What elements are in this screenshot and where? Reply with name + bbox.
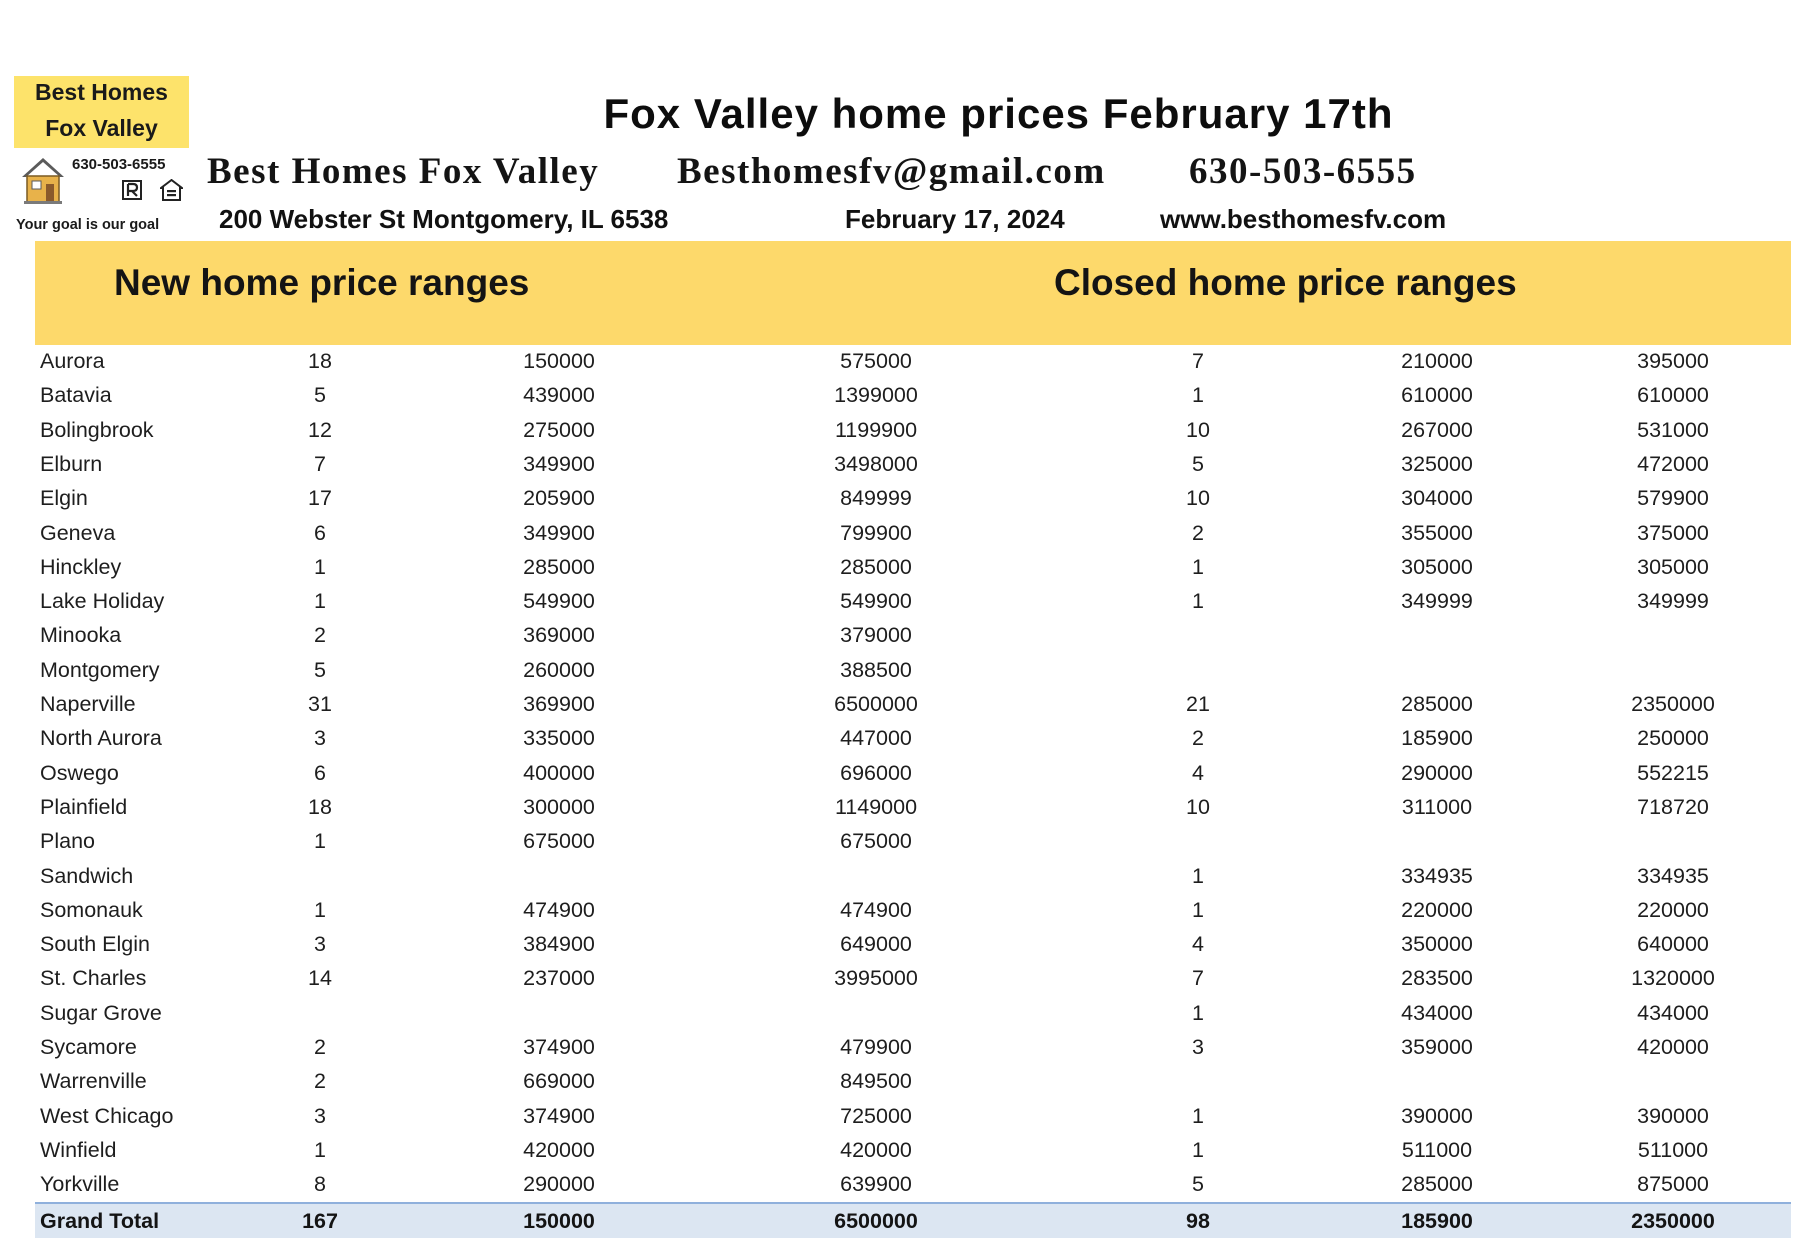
table-row [0,413,1800,447]
grand-total-closed-max-price-cell: 2350000 [1631,1209,1715,1233]
contact-email: Besthomesfv@gmail.com [677,151,1106,192]
new-min-price-cell: 349900 [523,451,595,476]
table-row [0,961,1800,995]
new-max-price-cell: 388500 [840,657,912,682]
closed-count-cell: 1 [1192,1103,1204,1128]
closed-min-price-cell: 305000 [1401,554,1473,579]
closed-count-cell: 1 [1192,1000,1204,1025]
new-listing-count-cell: 18 [308,794,332,819]
table-row [0,1064,1800,1098]
closed-max-price-cell: 579900 [1637,486,1709,511]
closed-max-price-cell: 220000 [1637,897,1709,922]
city-cell: Somonauk [40,897,143,922]
new-max-price-cell: 1399000 [834,383,918,408]
closed-count-cell: 1 [1192,1137,1204,1162]
new-max-price-cell: 379000 [840,623,912,648]
new-min-price-cell: 275000 [523,417,595,442]
new-max-price-cell: 639900 [840,1172,912,1197]
city-cell: Lake Holiday [40,589,165,614]
logo-line-2: Fox Valley [45,115,158,141]
new-min-price-cell: 290000 [523,1172,595,1197]
city-cell: Minooka [40,623,122,648]
grand-total-closed-min-price-cell: 185900 [1401,1209,1473,1233]
new-max-price-cell: 6500000 [834,692,918,716]
new-max-price-cell: 575000 [840,349,912,373]
city-cell: Sugar Grove [40,1000,162,1025]
new-listing-count-cell: 8 [314,1172,326,1197]
new-min-price-cell: 285000 [523,554,595,579]
closed-count-cell: 7 [1192,349,1204,373]
new-max-price-cell: 285000 [840,554,912,579]
grand-total-closed-count-cell: 98 [1186,1209,1210,1233]
new-listing-count-cell: 3 [314,1103,326,1128]
closed-max-price-cell: 250000 [1637,726,1709,751]
table-row [0,447,1800,481]
company-name: Best Homes Fox Valley [207,151,600,192]
new-max-price-cell: 479900 [840,1035,912,1059]
closed-count-cell: 2 [1192,520,1204,545]
table-row [0,927,1800,961]
new-min-price-cell: 474900 [523,897,595,922]
closed-count-cell: 10 [1186,794,1210,819]
logo-tagline: Your goal is our goal [16,217,160,233]
closed-min-price-cell: 355000 [1401,520,1473,545]
closed-min-price-cell: 311000 [1401,794,1473,819]
new-max-price-cell: 549900 [840,589,912,614]
grand-total-new-max-price-cell: 6500000 [834,1209,918,1233]
closed-count-cell: 3 [1192,1035,1204,1059]
closed-min-price-cell: 285000 [1401,1172,1473,1197]
closed-max-price-cell: 472000 [1637,451,1709,476]
table-row [0,618,1800,652]
new-max-price-cell: 474900 [840,897,912,922]
new-max-price-cell: 3498000 [834,451,918,476]
city-cell: Sandwich [40,863,134,888]
table-row [0,1030,1800,1064]
new-listing-count-cell: 1 [314,589,326,614]
closed-max-price-cell: 334935 [1637,863,1709,888]
new-listing-count-cell: 2 [314,1069,326,1094]
grand-total-row [35,1202,1791,1238]
closed-min-price-cell: 220000 [1401,897,1473,922]
closed-count-cell: 1 [1192,589,1204,614]
office-address: 200 Webster St Montgomery, IL 6538 [219,204,669,234]
closed-min-price-cell: 349999 [1401,589,1473,614]
closed-count-cell: 1 [1192,383,1204,408]
closed-count-cell: 1 [1192,863,1204,888]
closed-count-cell: 21 [1186,692,1210,716]
closed-min-price-cell: 359000 [1401,1035,1473,1059]
table-row [0,1099,1800,1133]
new-max-price-cell: 725000 [840,1103,912,1128]
table-row [0,481,1800,515]
city-cell: Oswego [40,760,119,785]
new-max-price-cell: 649000 [840,932,912,957]
new-listing-count-cell: 31 [308,692,332,716]
contact-phone: 630-503-6555 [1189,151,1417,192]
new-min-price-cell: 349900 [523,520,595,545]
table-row [0,996,1800,1030]
new-min-price-cell: 439000 [523,383,595,408]
table-row [0,550,1800,584]
closed-count-cell: 4 [1192,932,1204,957]
logo-phone-number: 630-503-6555 [72,156,166,173]
city-cell: Montgomery [40,657,160,682]
new-listing-count-cell: 1 [314,829,326,854]
new-min-price-cell: 335000 [523,726,595,751]
closed-max-price-cell: 375000 [1637,520,1709,545]
closed-min-price-cell: 350000 [1401,932,1473,957]
new-min-price-cell: 260000 [523,657,595,682]
city-cell: Yorkville [40,1172,120,1197]
closed-count-cell: 10 [1186,486,1210,511]
new-min-price-cell: 374900 [523,1103,595,1128]
closed-max-price-cell: 2350000 [1631,692,1715,716]
new-listing-count-cell: 1 [314,1137,326,1162]
new-listing-count-cell: 5 [314,657,326,682]
closed-min-price-cell: 285000 [1401,692,1473,716]
new-min-price-cell: 669000 [523,1069,595,1094]
new-listing-count-cell: 3 [314,726,326,751]
table-row [0,344,1800,378]
new-max-price-cell: 849999 [840,486,912,511]
city-cell: Plainfield [40,794,128,819]
new-max-price-cell: 1199900 [834,417,918,442]
report-date: February 17, 2024 [845,204,1065,234]
table-row [0,721,1800,755]
new-max-price-cell: 420000 [840,1137,912,1162]
closed-min-price-cell: 185900 [1401,726,1473,751]
new-max-price-cell: 696000 [840,760,912,785]
new-listing-count-cell: 14 [308,966,332,991]
new-min-price-cell: 420000 [523,1137,595,1162]
table-row [0,756,1800,790]
table-row [0,1133,1800,1167]
table-row [0,790,1800,824]
city-cell: North Aurora [40,726,162,751]
new-max-price-cell: 3995000 [834,966,918,991]
new-min-price-cell: 369900 [523,692,595,716]
table-row [0,1167,1800,1201]
new-min-price-cell: 205900 [523,486,595,511]
new-max-price-cell: 447000 [840,726,912,751]
closed-max-price-cell: 1320000 [1631,966,1715,991]
new-min-price-cell: 150000 [523,349,595,373]
city-cell: Warrenville [40,1069,147,1094]
website-url: www.besthomesfv.com [1160,204,1447,234]
city-cell: Winfield [40,1137,117,1162]
new-listing-count-cell: 17 [308,486,332,511]
city-cell: Aurora [40,349,105,373]
new-min-price-cell: 374900 [523,1035,595,1059]
closed-max-price-cell: 420000 [1637,1035,1709,1059]
new-min-price-cell: 237000 [523,966,595,991]
new-max-price-cell: 675000 [840,829,912,854]
closed-count-cell: 1 [1192,897,1204,922]
grand-total-city-cell: Grand Total [40,1209,160,1233]
city-cell: St. Charles [40,966,147,991]
city-cell: Elburn [40,451,103,476]
closed-count-cell: 10 [1186,417,1210,442]
table-row [0,687,1800,721]
closed-min-price-cell: 283500 [1401,966,1473,991]
table-row [0,653,1800,687]
new-max-price-cell: 1149000 [834,794,918,819]
city-cell: Sycamore [40,1035,137,1059]
new-min-price-cell: 675000 [523,829,595,854]
closed-min-price-cell: 334935 [1401,863,1473,888]
city-cell: South Elgin [40,932,150,957]
new-listing-count-cell: 18 [308,349,332,373]
closed-count-cell: 1 [1192,554,1204,579]
city-cell: Geneva [40,520,116,545]
closed-count-cell: 7 [1192,966,1204,991]
closed-max-price-cell: 349999 [1637,589,1709,614]
new-listing-count-cell: 3 [314,932,326,957]
new-listing-count-cell: 12 [308,417,332,442]
grand-total-new-listing-count-cell: 167 [302,1209,338,1233]
closed-count-cell: 5 [1192,451,1204,476]
table-row [0,516,1800,550]
closed-max-price-cell: 511000 [1637,1137,1709,1162]
new-listing-count-cell: 7 [314,451,326,476]
new-home-heading: New home price ranges [114,262,530,303]
new-listing-count-cell: 1 [314,554,326,579]
table-row [0,859,1800,893]
closed-max-price-cell: 395000 [1637,349,1709,373]
new-max-price-cell: 849500 [840,1069,912,1094]
city-cell: Naperville [40,692,136,716]
new-listing-count-cell: 6 [314,520,326,545]
closed-max-price-cell: 305000 [1637,554,1709,579]
closed-max-price-cell: 610000 [1637,383,1709,408]
closed-min-price-cell: 325000 [1401,451,1473,476]
page-title: Fox Valley home prices February 17th [603,90,1394,137]
table-row [0,893,1800,927]
table-row [0,378,1800,412]
closed-min-price-cell: 267000 [1401,417,1473,442]
city-cell: Batavia [40,383,112,408]
new-listing-count-cell: 2 [314,623,326,648]
new-min-price-cell: 300000 [523,794,595,819]
new-min-price-cell: 400000 [523,760,595,785]
closed-min-price-cell: 390000 [1401,1103,1473,1128]
closed-max-price-cell: 531000 [1637,417,1709,442]
city-cell: West Chicago [40,1103,174,1128]
closed-count-cell: 5 [1192,1172,1204,1197]
closed-home-heading: Closed home price ranges [1054,262,1517,303]
city-cell: Elgin [40,486,88,511]
closed-min-price-cell: 434000 [1401,1000,1473,1025]
new-min-price-cell: 384900 [523,932,595,957]
closed-max-price-cell: 875000 [1637,1172,1709,1197]
closed-max-price-cell: 718720 [1637,794,1709,819]
closed-min-price-cell: 304000 [1401,486,1473,511]
new-min-price-cell: 549900 [523,589,595,614]
closed-count-cell: 4 [1192,760,1204,785]
grand-total-new-min-price-cell: 150000 [523,1209,595,1233]
closed-min-price-cell: 290000 [1401,760,1473,785]
new-max-price-cell: 799900 [840,520,912,545]
new-listing-count-cell: 1 [314,897,326,922]
closed-min-price-cell: 210000 [1401,349,1473,373]
city-cell: Bolingbrook [40,417,154,442]
closed-min-price-cell: 511000 [1401,1137,1473,1162]
new-listing-count-cell: 5 [314,383,326,408]
closed-max-price-cell: 390000 [1637,1103,1709,1128]
closed-max-price-cell: 434000 [1637,1000,1709,1025]
table-row [0,824,1800,858]
city-cell: Plano [40,829,95,854]
closed-count-cell: 2 [1192,726,1204,751]
city-cell: Hinckley [40,554,122,579]
closed-max-price-cell: 640000 [1637,932,1709,957]
new-listing-count-cell: 2 [314,1035,326,1059]
closed-min-price-cell: 610000 [1401,383,1473,408]
new-listing-count-cell: 6 [314,760,326,785]
closed-max-price-cell: 552215 [1637,760,1709,785]
logo-line-1: Best Homes [35,79,168,105]
new-min-price-cell: 369000 [523,623,595,648]
table-row [0,584,1800,618]
